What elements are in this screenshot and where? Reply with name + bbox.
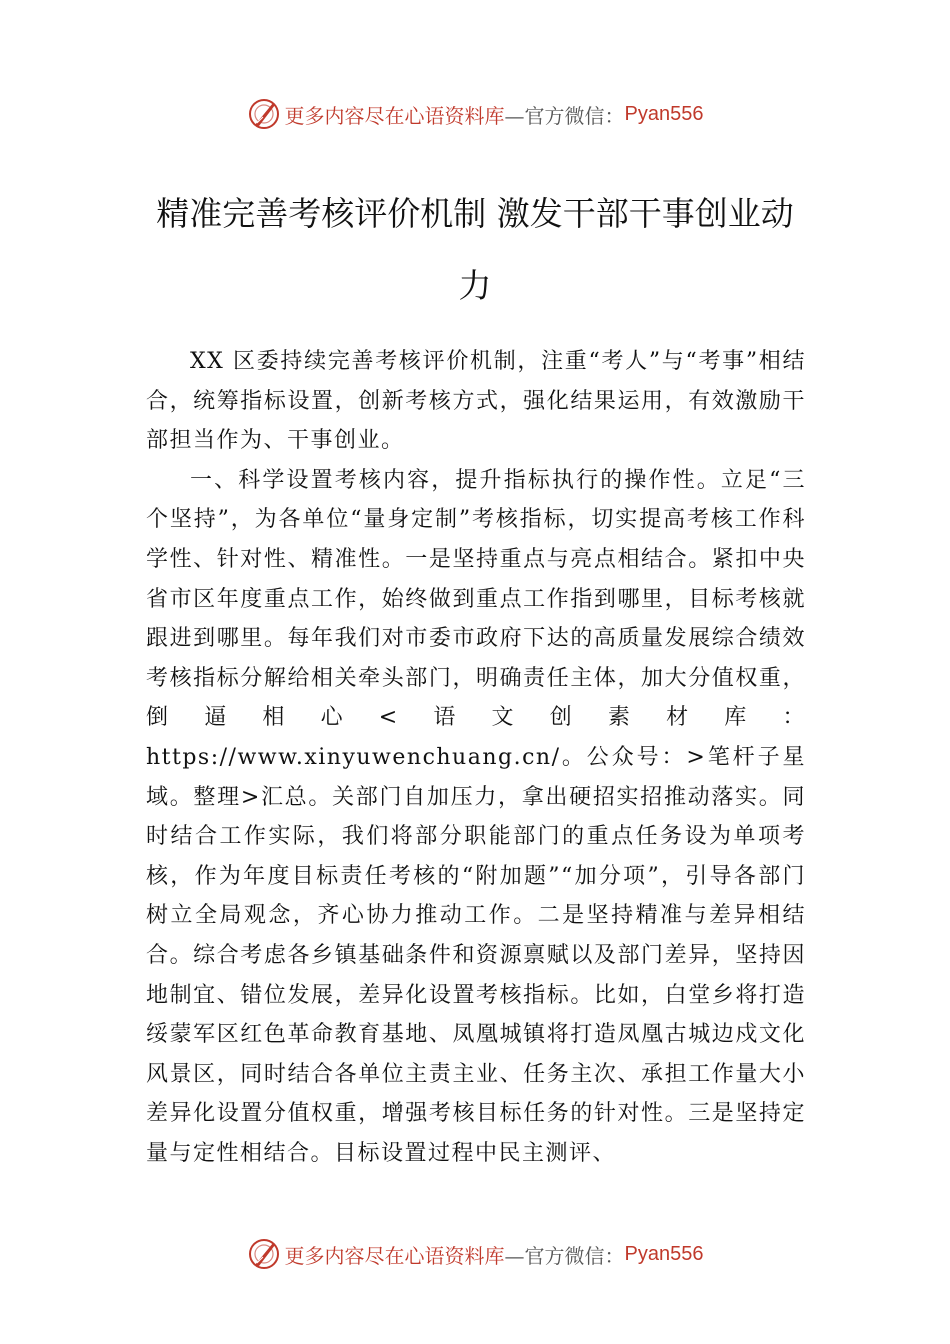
banner-title: 更多内容尽在心语资料库: [284, 1243, 505, 1268]
paragraph-section-one: 一、科学设置考核内容，提升指标执行的操作性。立足“三个坚持”，为各单位“量身定制”考核指标，切实提高考核工作科学性、针对性、精准性。一是坚持重点与亮点相结合。紧扣中央省市区年度重点工作，始终做到重点工作指到哪里，目标考核就跟进到哪里。每年我们对市委市政府下达的高质量发展综合绩效考核指标分解给相关牵头部门，明确责任主体，加大分值权重，倒逼相心<语文创素材库：https://www.xinyuwenchuang.cn/。公众号：>笔杆子星域。整理>汇总。关部门自加压力，拿出硬招实招推动落实。同时结合工作实际，我们将部分职能部门的重点任务设为单项考核，作为年度目标责任考核的“附加题”“加分项”，引导各部门树立全局观念，齐心协力推动工作。二是坚持精准与差异相结合。综合考虑各乡镇基础条件和资源禀赋以及部门差异，坚持因地制宜、错位发展，差异化设置考核指标。比如，白堂乡将打造绥蒙军区红色革命教育基地、凤凰城镇将打造凤凰古城边戍文化风景区，同时结合各单位主责主业、任务主次、承担工作量大小差异化设置分值权重，增强考核目标任务的针对性。三是坚持定量与定性相结合。目标设置过程中民主测评、: [146, 467, 806, 1166]
banner-wechat-id: Pyan556: [624, 102, 704, 125]
banner-wechat-id: Pyan556: [624, 1242, 704, 1265]
paragraph-intro: XX 区委持续完善考核评价机制，注重“考人”与“考事”相结合，统筹指标设置，创新考核方式，强化结果运用，有效激励干部担当作为、干事创业。: [146, 349, 806, 454]
document-title: 精准完善考核评价机制 激发干部干事创业动力: [156, 194, 794, 305]
footer-banner: [0, 1234, 950, 1274]
quill-logo-icon: [247, 97, 281, 131]
banner-separator: —官方微信：: [504, 1243, 625, 1268]
banner-separator: —官方微信：: [504, 103, 625, 128]
header-banner: [0, 94, 950, 134]
document-body: [146, 342, 806, 1173]
banner-title: 更多内容尽在心语资料库: [284, 103, 505, 128]
quill-logo-icon: [247, 1237, 281, 1271]
